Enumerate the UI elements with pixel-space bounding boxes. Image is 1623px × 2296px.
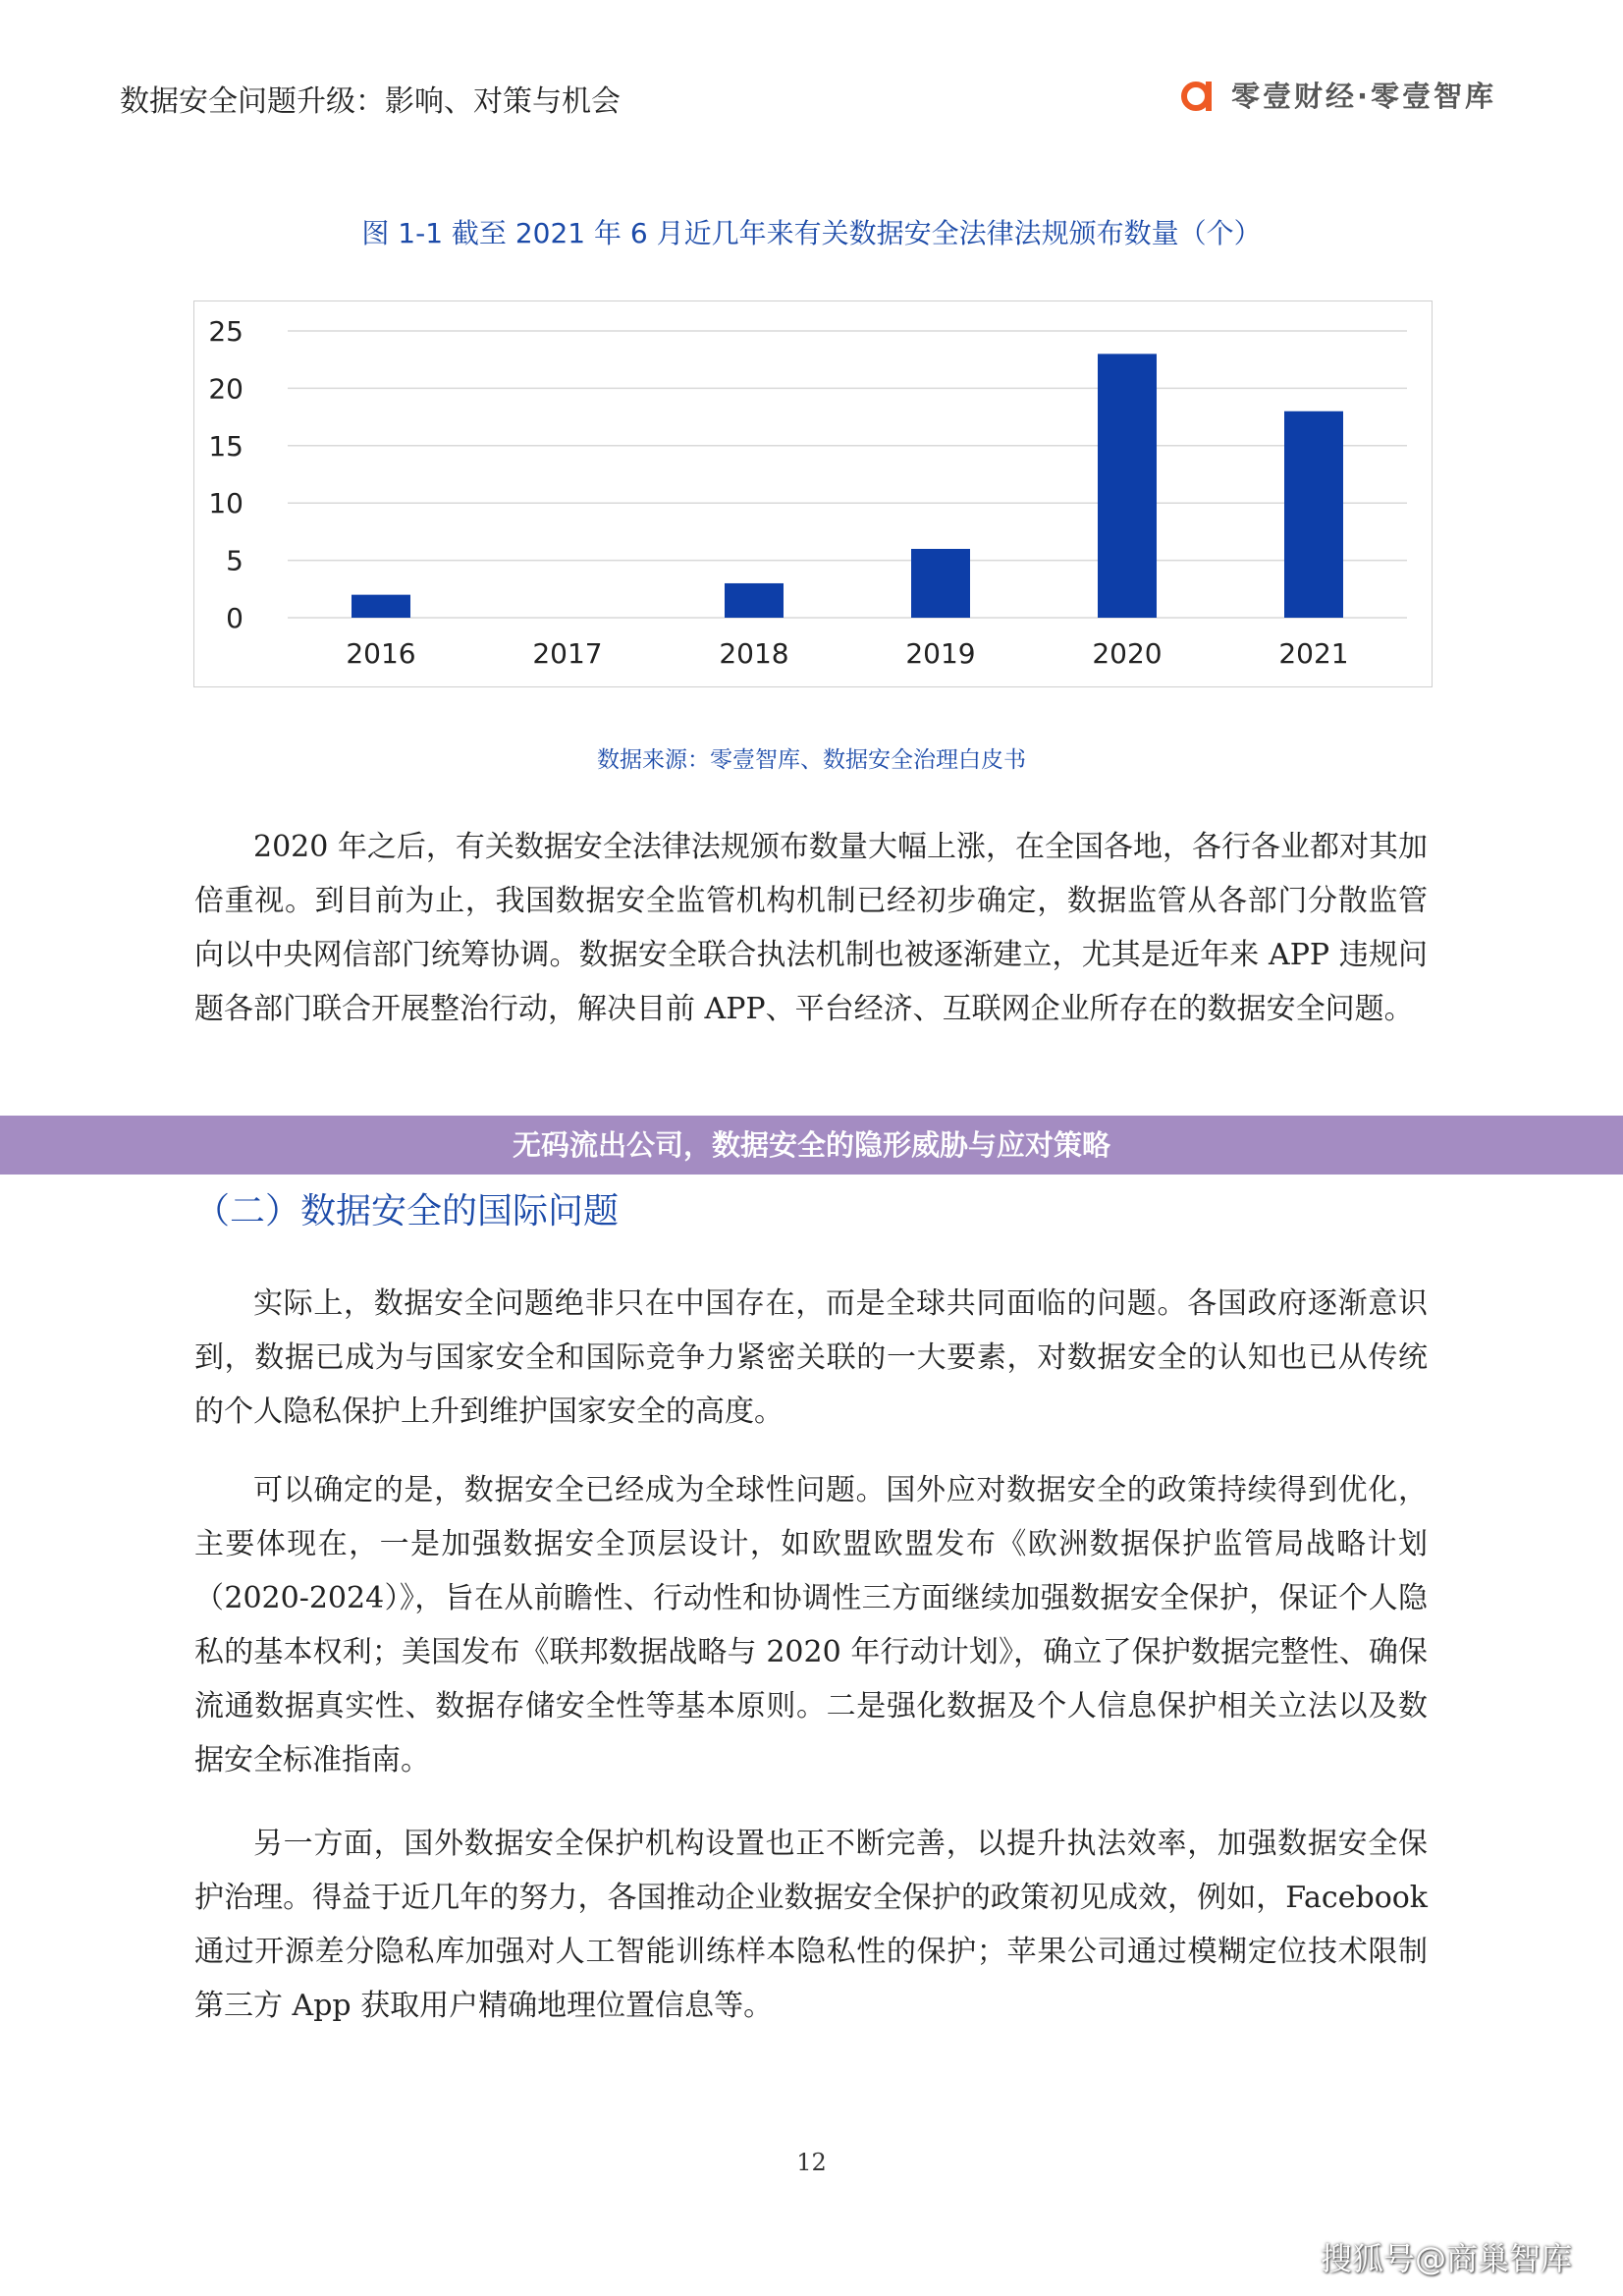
brand-logo-icon xyxy=(1178,76,1217,115)
chart-title: 图 1-1 截至 2021 年 6 月近几年来有关数据安全法律法规颁布数量（个） xyxy=(361,217,1262,249)
x-tick-label: 2017 xyxy=(532,637,603,670)
y-tick-label: 10 xyxy=(208,487,243,520)
brand-name: 零壹财经·零壹智库 xyxy=(1231,80,1497,113)
x-tick-label: 2018 xyxy=(719,637,789,670)
y-tick-label: 5 xyxy=(226,544,243,577)
paragraph: 另一方面，国外数据安全保护机构设置也正不断完善，以提升执法效率，加强数据安全保护治理。得益于近几年的努力，各国推动企业数据安全保护的政策初见成效，例如，Facebook 通过开源差分隐私库加强对人工智能训练样本隐私性的保护；苹果公司通过模糊定位技术限制第三方 App 获取用户精确地理位置信息等。 xyxy=(194,1827,1428,2023)
header-title: 数据安全问题升级：影响、对策与机会 xyxy=(120,84,621,119)
bar-2019 xyxy=(911,549,970,618)
y-tick-label: 0 xyxy=(226,602,243,634)
chart-canvas xyxy=(194,301,1434,688)
x-tick-label: 2020 xyxy=(1092,637,1163,670)
chart-source: 数据来源：零壹智库、数据安全治理白皮书 xyxy=(597,747,1026,773)
paragraph: 实际上，数据安全问题绝非只在中国存在，而是全球共同面临的问题。各国政府逐渐意识到，数据已成为与国家安全和国际竞争力紧密关联的一大要素，对数据安全的认知也已从传统的个人隐私保护上升到维护国家安全的高度。 xyxy=(194,1286,1428,1429)
page-number: 12 xyxy=(796,2149,827,2176)
x-tick-label: 2019 xyxy=(905,637,976,670)
bar-2018 xyxy=(725,583,784,618)
banner-title: 无码流出公司，数据安全的隐形威胁与应对策略 xyxy=(512,1128,1110,1162)
bar-2020 xyxy=(1098,354,1157,618)
section-heading: （二）数据安全的国际问题 xyxy=(194,1191,620,1231)
y-tick-label: 25 xyxy=(208,315,243,348)
paragraph: 2020 年之后，有关数据安全法律法规颁布数量大幅上涨，在全国各地，各行各业都对其加倍重视。到目前为止，我国数据安全监管机构机制已经初步确定，数据监管从各部门分散监管向以中央网信部门统筹协调。数据安全联合执法机制也被逐渐建立，尤其是近年来 APP 违规问题各部门联合开展整治行动，解决目前 APP、平台经济、互联网企业所存在的数据安全问题。 xyxy=(194,830,1428,1026)
y-tick-label: 15 xyxy=(208,429,243,463)
bar-chart xyxy=(193,301,1433,687)
paragraph: 可以确定的是，数据安全已经成为全球性问题。国外应对数据安全的政策持续得到优化，主要体现在，一是加强数据安全顶层设计，如欧盟欧盟发布《欧洲数据保护监管局战略计划（2020-2024）》，旨在从前瞻性、行动性和协调性三方面继续加强数据安全保护，保证个人隐私的基本权利；美国发布《联邦数据战略与 2020 年行动计划》，确立了保护数据完整性、确保流通数据真实性、数据存储安全性等基本原则。二是强化数据及个人信息保护相关立法以及数据安全标准指南。 xyxy=(194,1473,1428,1777)
x-tick-label: 2021 xyxy=(1278,637,1349,670)
brand xyxy=(1178,75,1496,115)
watermark: 搜狐号@商巢智库 xyxy=(1321,2240,1573,2277)
bar-2021 xyxy=(1284,411,1343,618)
title-banner xyxy=(0,1116,1623,1175)
y-tick-label: 20 xyxy=(208,372,243,406)
x-tick-label: 2016 xyxy=(346,637,416,670)
bar-2016 xyxy=(352,595,410,618)
